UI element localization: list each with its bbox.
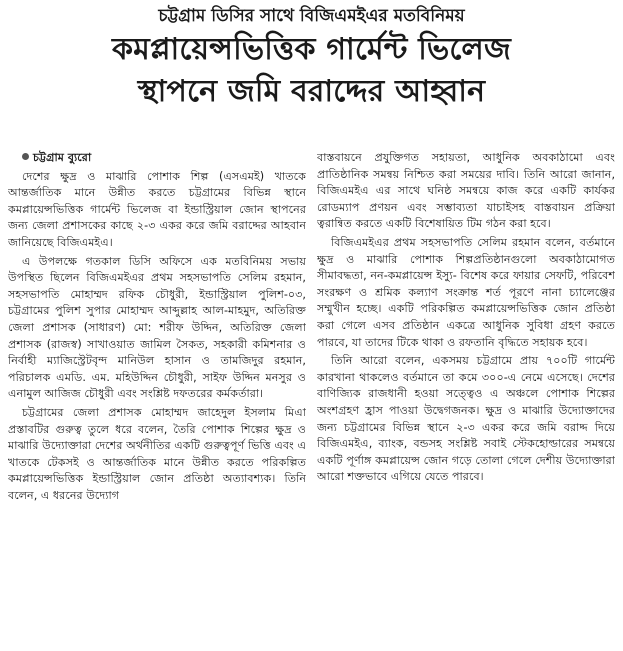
article-headline [8,30,615,114]
paragraph: তিনি আরো বলেন, একসময় চট্টগ্রামে প্রায় ৭০০টি গার্মেন্ট কারখানা থাকলেও বর্তমানে তা কমে ৩০০-এ নেমে এসেছে। দেশের বাণিজ্যিক রাজধানী হওয়া সত্ত্বেও এ অঞ্চলে পোশাক শিল্পের অংশগ্রহণ হ্রাস পাওয়া উদ্বেগজনক। ক্ষুদ্র ও মাঝারি উদ্যোক্তাদের জন্য চট্টগ্রামের বিভিন্ন স্থানে ২-৩ একর করে জমি বরাদ্দ দিয়ে বিজিএমইএ, ব্যাংক, বন্ডসহ সংশ্লিষ্ট সবাই স্টেকহোল্ডারের সমন্বয়ে একটি পূর্ণাঙ্গ কমপ্লায়েন্স জোন গড়ে তোলা গেলে দেশীয় উদ্যোক্তারা আরো শক্তভাবে এগিয়ে যেতে পারবে। [317,354,615,484]
article-kicker: চট্টগ্রাম ডিসির সাথে বিজিএমইএর মতবিনিময় [158,6,465,26]
dateline [8,150,306,167]
paragraph: দেশের ক্ষুদ্র ও মাঝারি পোশাক শিল্প (এসএমই) খাতকে আন্তর্জাতিক মানে উন্নীত করতে চট্টগ্রামের বিভিন্ন স্থানে কমপ্লায়েন্সভিত্তিক গার্মেন্ট ভিলেজ বা ইন্ডাস্ট্রিয়াল জোন স্থাপনের জন্য জেলা প্রশাসকের কাছে ২-৩ একর করে জমি বরাদ্দের আহবান জানিয়েছে বিজিএমইএ। [8,169,306,249]
column-right [317,150,615,646]
paragraph: এ উপলক্ষে গতকাল ডিসি অফিসে এক মতবিনিময় সভায় উপস্থিত ছিলেন বিজিএমইএর প্রথম সহসভাপতি সেলিম রহমান, সহসভাপতি মোহাম্মদ রফিক চৌধুরী, ইন্ডাস্ট্রিয়াল পুলিশ-০৩, চট্টগ্রামের পুলিশ সুপার মোহাম্মদ আব্দুল্লাহ আল-মাহমুদ, অতিরিক্ত জেলা প্রশাসক (সাধারণ) মো: শরীফ উদ্দিন, অতিরিক্ত জেলা প্রশাসক (রাজস্ব) সাখাওয়াত জামিল সৈকত, সহকারী কমিশনার ও নির্বাহী ম্যাজিস্ট্রেটবৃন্দ মানিউল হাসান ও তামজিদুর রহমান, পরিচালক এমডি. এম. মহিউদ্দিন চৌধুরী, সাইফ উদ্দিন মনসুর ও এনামুল আজিজ চৌধুরী এবং সংশ্লিষ্ট দফতরের কর্মকর্তারা। [8,254,306,401]
headline-line-2: স্থাপনে জমি বরাদ্দের আহ্বান [137,74,486,109]
article-body [8,150,615,646]
column-left [8,150,306,646]
paragraph: চট্টগ্রামের জেলা প্রশাসক মোহাম্মদ জাহেদুল ইসলাম মিএা প্রস্তাবটির গুরুত্ব তুলে ধরে বলেন, তৈরি পোশাক শিল্পের ক্ষুদ্র ও মাঝারি উদ্যোক্তারা দেশের অর্থনীতির একটি গুরুত্বপূর্ণ ভিত্তি এবং এ খাতকে টেকসই ও আন্তর্জাতিক মানে উন্নীত করতে পরিকল্পিত কমপ্লায়েন্সভিত্তিক ইন্ডাস্ট্রিয়াল জোন প্রতিষ্ঠা অত্যাবশ্যক। তিনি বলেন, এ ধরনের উদ্যোগ [8,405,306,502]
paragraph: বিজিএমইএর প্রথম সহসভাপতি সেলিম রহমান বলেন, বর্তমানে ক্ষুদ্র ও মাঝারি পোশাক শিল্পপ্রতিষ্ঠানগুলো অবকাঠামোগত সীমাবদ্ধতা, নন-কমপ্লায়েন্স ইস্যু- বিশেষ করে ফায়ার সেফটি, পরিবেশ সংরক্ষণ ও শ্রমিক কল্যাণ সংক্রান্ত শর্ত পূরণে নানা চ্যালেঞ্জের সম্মুখীন হচ্ছে। একটি পরিকল্পিত কমপ্লায়েন্সভিত্তিক জোন প্রতিষ্ঠা করা গেলে এসব প্রতিষ্ঠান একত্রে আধুনিক সুবিধা গ্রহণ করতে পারবে, যা তাদের টিকে থাকা ও রফতানি বৃদ্ধিতে সহায়ক হবে। [317,235,615,349]
bullet-icon [22,153,29,160]
dateline-text: চট্টগ্রাম ব্যুরো [33,151,92,164]
paragraph: বাস্তবায়নে প্রযুক্তিগত সহায়তা, আধুনিক অবকাঠামো এবং প্রাতিষ্ঠানিক সমন্বয় নিশ্চিত করা সময়ের দাবি। তিনি আরো জানান, বিজিএমইএ এর সাথে ঘনিষ্ঠ সমন্বয়ে কাজ করে একটি কার্যকর রোডম্যাপ প্রণয়ন এবং সম্ভাব্যতা যাচাইসহ বাস্তবায়ন প্রক্রিয়া ত্বরান্বিত করতে একটি বিশেষায়িত টিম গঠন করা হবে। [317,151,615,231]
headline-line-1: কমপ্লায়েন্সভিত্তিক গার্মেন্ট ভিলেজ [111,32,512,67]
